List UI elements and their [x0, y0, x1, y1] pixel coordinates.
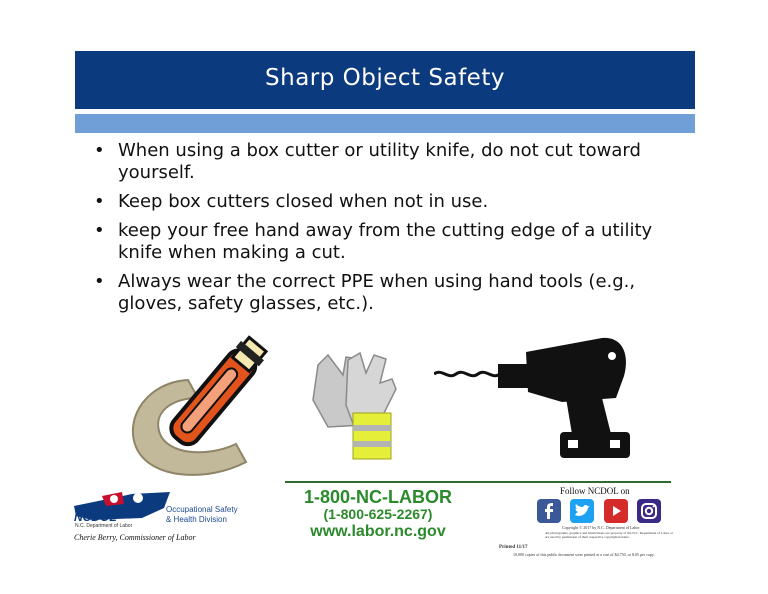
- phone-number[interactable]: 1-800-NC-LABOR: [303, 487, 453, 507]
- gloves-illustration: [298, 345, 418, 465]
- commissioner-name: Cherie Berry, Commissioner of Labor: [74, 533, 196, 542]
- safety-tips-list: [88, 140, 688, 322]
- phone-numeric[interactable]: (1-800-625-2267): [323, 506, 433, 522]
- follow-label: Follow NCDOL on: [560, 486, 630, 496]
- website-link[interactable]: www.labor.nc.gov: [310, 523, 446, 540]
- twitter-icon[interactable]: [570, 499, 594, 523]
- instagram-icon[interactable]: [637, 499, 661, 523]
- photo-credit-text: All photographs, graphics and illustrations are property of the N.C. Department of Labor or are used by permission of their respective copyright holders.: [545, 531, 674, 539]
- facebook-icon[interactable]: [537, 499, 561, 523]
- footer-divider: [285, 481, 671, 483]
- box-cutter-illustration: [128, 322, 278, 480]
- list-item: • keep your free hand away from the cutting edge of a utility knife when making a cut.: [88, 220, 688, 264]
- copies-cost-text: 10,000 copies of this public document were printed at a cost of $4,750, or $.05 per copy.: [513, 552, 655, 557]
- youtube-icon[interactable]: [604, 499, 628, 523]
- logo-dept: N.C. Department of Labor: [75, 523, 133, 529]
- division-line1: Occupational Safety: [166, 505, 238, 514]
- list-item: • When using a box cutter or utility knife, do not cut toward yourself.: [88, 140, 688, 184]
- copyright-text: Copyright © 2017 by N.C. Department of Labor: [562, 525, 640, 530]
- title-banner: [75, 51, 695, 109]
- list-item: • Keep box cutters closed when not in use.: [88, 191, 688, 213]
- accent-bar: [75, 114, 695, 133]
- page-title: Sharp Object Safety: [265, 65, 505, 91]
- drill-illustration: [434, 320, 634, 468]
- division-line2: & Health Division: [166, 515, 227, 524]
- logo-acronym: NCDOL: [74, 510, 117, 524]
- list-item: • Always wear the correct PPE when using hand tools (e.g., gloves, safety glasses, etc.).: [88, 271, 688, 315]
- printed-date: Printed 11/17: [499, 545, 528, 550]
